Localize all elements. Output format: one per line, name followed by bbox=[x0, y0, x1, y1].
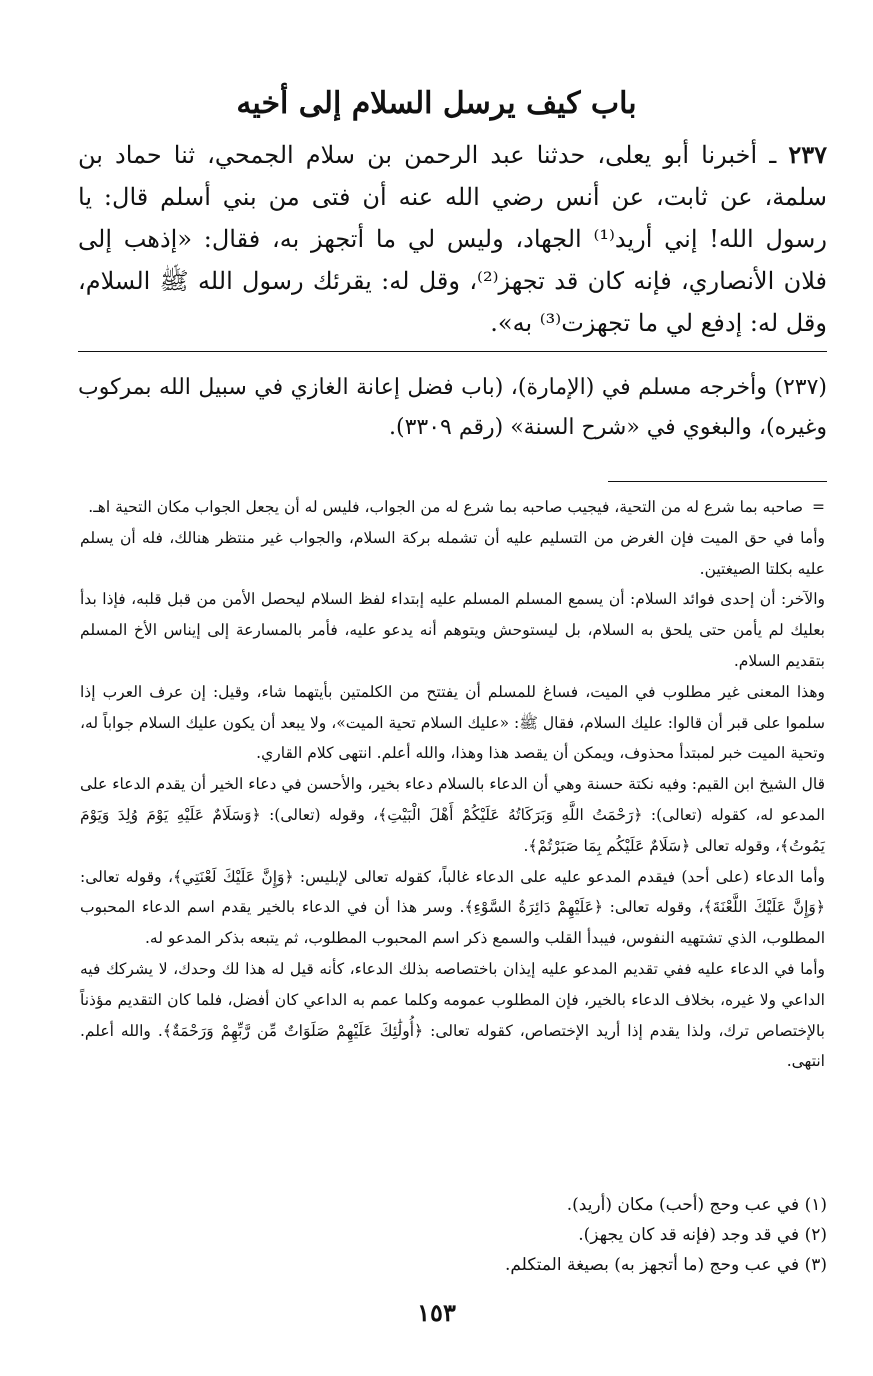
chapter-title: باب كيف يرسل السلام إلى أخيه bbox=[236, 86, 637, 121]
commentary bbox=[80, 492, 825, 1077]
continuation-mark: = bbox=[812, 498, 825, 516]
footnotes bbox=[80, 1190, 827, 1280]
page-number: ١٥٣ bbox=[417, 1298, 456, 1327]
commentary-paragraph: وأما في حق الميت فإن الغرض من التسليم عليه أن تشمله بركة السلام، والجواب غير منتظر هنالك، فله أن يسلم عليه بكلتا الصيغتين. bbox=[80, 528, 825, 578]
separator-rule bbox=[78, 351, 827, 352]
footnote-rule bbox=[608, 481, 827, 482]
footnote: (١) في عب وحج (أحب) مكان (أريد). bbox=[566, 1195, 827, 1215]
hadith-text bbox=[78, 134, 827, 344]
hadith-number: ٢٣٧ bbox=[788, 140, 827, 169]
takhrij-note: (٢٣٧) وأخرجه مسلم في (الإمارة)، (باب فضل إعانة الغازي في سبيل الله بمركوب وغيره)، والبغوي في «شرح السنة» (رقم ٣٣٠٩). bbox=[78, 375, 827, 440]
hadith-body: ـ أخبرنا أبو يعلى، حدثنا عبد الرحمن بن سلام الجمحي، ثنا حماد بن سلمة، عن ثابت، عن أنس رضي الله عنه أن فتى من بني أسلم قال: يا رسول الله! إني أريد⁽¹⁾ الجهاد، وليس لي ما أتجهز به، فقال: «إذهب إلى فلان الأنصاري، فإنه كان قد تجهز⁽²⁾، وقل له: يقرئك رسول الله ﷺ السلام، وقل له: إدفع لي ما تجهزت⁽³⁾ به». bbox=[78, 141, 828, 337]
commentary-paragraph: وأما في الدعاء عليه ففي تقديم المدعو عليه إيذان باختصاصه بذلك الدعاء، كأنه قيل له هذا لك وحدك، لا يشركك فيه الداعي ولا غيره، بخلاف الدعاء بالخير، فإن المطلوب عمومه وكلما عمم به الداعي كان أفضل، فلما كان التقديم مؤذناً بالإختصاص ترك، ولذا يقدم إذا أريد الإختصاص، كقوله تعالى: ﴿أُولَٰئِكَ عَلَيْهِمْ صَلَوَاتٌ مِّن رَّبِّهِمْ وَرَحْمَةٌ﴾. والله أعلم. انتهى. bbox=[80, 959, 825, 1071]
footnote: (٣) في عب وحج (ما أتجهز به) بصيغة المتكلم. bbox=[504, 1255, 827, 1275]
commentary-paragraph-text: صاحبه بما شرع له من التحية، فيجيب صاحبه بما شرع له من الجواب، فليس له أن يجعل الجواب مكان التحية اهـ. bbox=[88, 498, 803, 516]
commentary-paragraph bbox=[80, 492, 825, 523]
commentary-paragraph: وهذا المعنى غير مطلوب في الميت، فساغ للمسلم أن يفتتح من الكلمتين بأيتهما شاء، وقيل: إن عرف العرب إذا سلموا على قبر أن قالوا: عليك السلام، فقال ﷺ: «عليك السلام تحية الميت»، ولا يبعد أن يكون عليك السلام جواباً له، وتحية الميت خبر لمبتدأ محذوف، ويمكن أن يقصد هذا وهذا، والله أعلم. انتهى كلام القاري. bbox=[80, 682, 825, 763]
commentary-paragraph: والآخر: أن إحدى فوائد السلام: أن يسمع المسلم المسلم عليه إبتداء لفظ السلام ليحصل الأمن من قبل قلبه، فإذا بدأ بعليك لم يأمن حتى يلحق به السلام، بل ليستوحش ويتوهم أنه يدعو عليه، فأمر بالمسارعة إلى إيناس الأخ المسلم بتقديم السلام. bbox=[80, 590, 825, 670]
footnote: (٢) في قد وجد (فإنه قد كان يجهز). bbox=[578, 1225, 827, 1245]
commentary-paragraph: قال الشيخ ابن القيم: وفيه نكتة حسنة وهي أن الدعاء بالسلام دعاء بخير، والأحسن في دعاء الخير أن يقدم الدعاء على المدعو له، كقوله (تعالى): ﴿رَحْمَتُ اللَّهِ وَبَرَكَاتُهُ عَلَيْكُمْ أَهْلَ الْبَيْتِ﴾، وقوله (تعالى): ﴿وَسَلَامٌ عَلَيْهِ يَوْمَ وُلِدَ وَيَوْمَ يَمُوتُ﴾، وقوله تعالى ﴿سَلَامٌ عَلَيْكُم بِمَا صَبَرْتُمْ﴾. bbox=[80, 775, 825, 855]
commentary-paragraph: وأما الدعاء (على أحد) فيقدم المدعو عليه على الدعاء غالباً، كقوله تعالى لإبليس: ﴿وَإِنَّ عَلَيْكَ لَعْنَتِي﴾، وقوله تعالى: ﴿وَإِنَّ عَلَيْكَ اللَّعْنَةَ﴾، وقوله تعالى: ﴿عَلَيْهِمْ دَائِرَةُ السَّوْءِ﴾. وسر هذا أن في الدعاء بالخير يقدم اسم الدعاء المحبوب المطلوب، الذي تشتهيه النفوس، فيبدأ القلب والسمع ذكر اسم المحبوب المطلوب، ثم يتبعه بذكر المدعو له. bbox=[80, 867, 825, 948]
